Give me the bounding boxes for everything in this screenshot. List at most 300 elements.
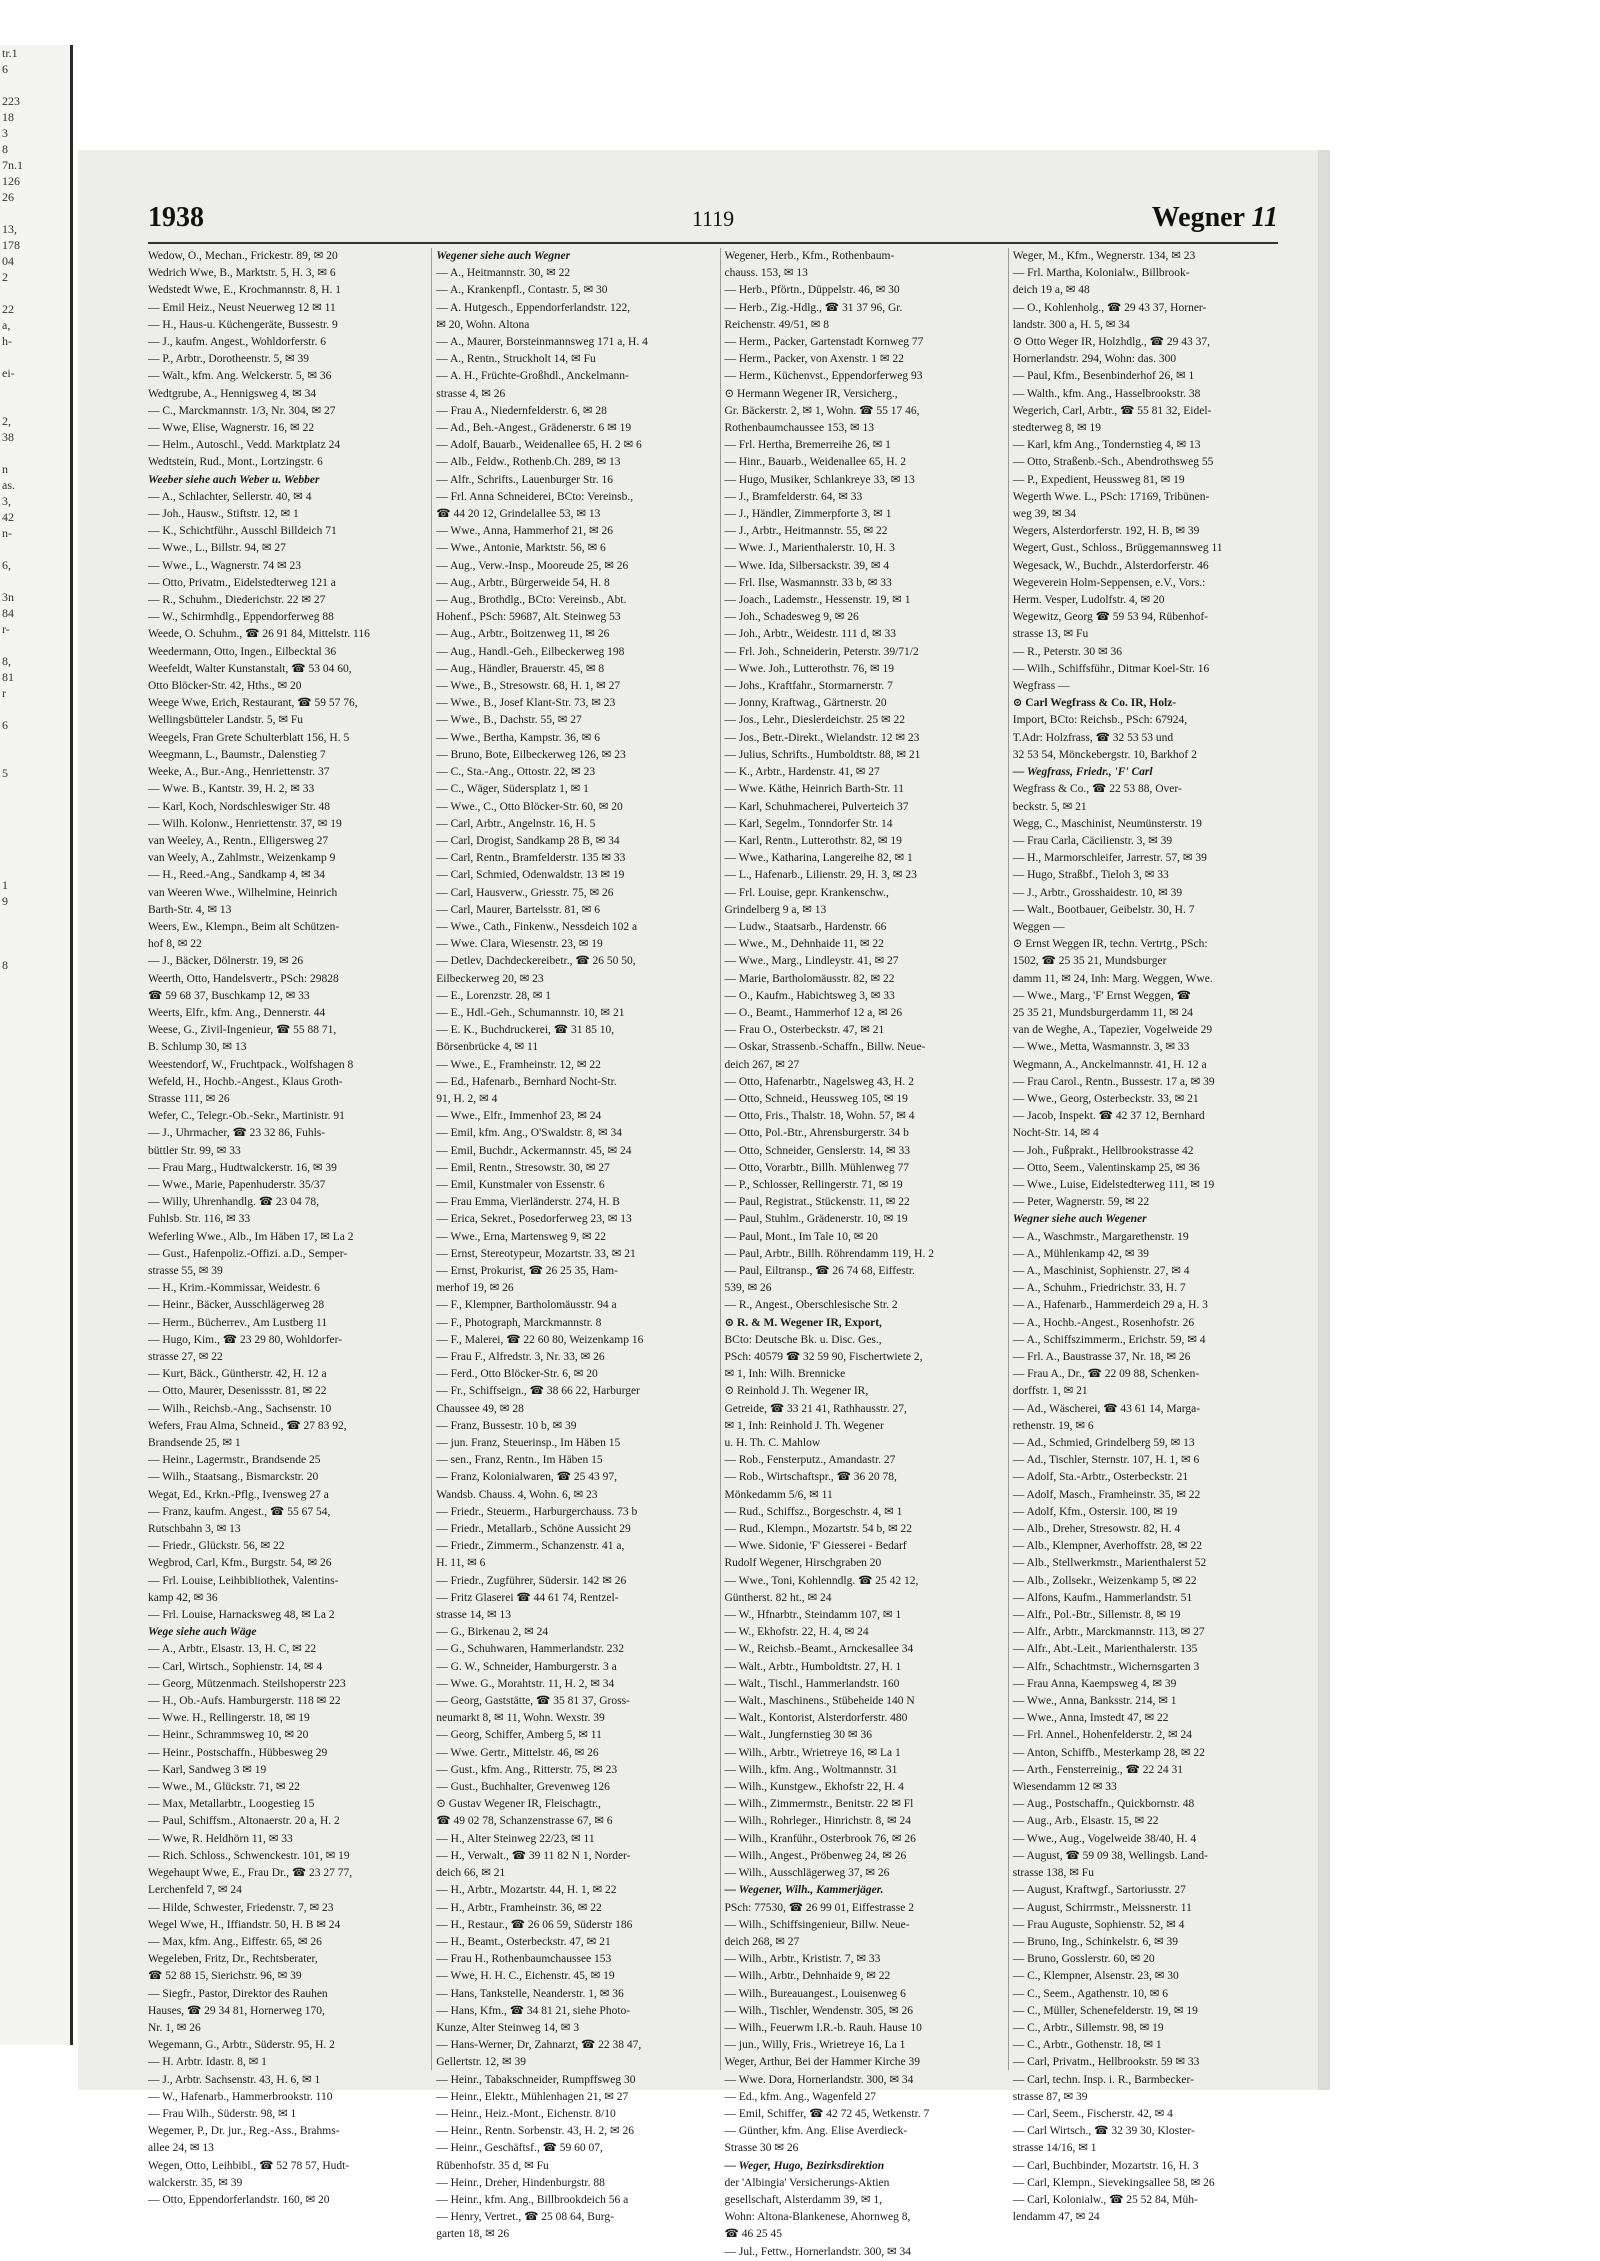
directory-entry: — Fr., Schiffseign., ☎ 38 66 22, Harburger <box>436 1385 640 1398</box>
directory-entry: garten 18, ✉ 26 <box>436 2228 510 2241</box>
previous-page-edge <box>0 45 73 2045</box>
prev-page-fragment: h- <box>2 334 12 348</box>
prev-page-fragment <box>0 1261 70 1277</box>
directory-entry: — Herm., Packer, von Axenstr. 1 ✉ 22 <box>724 353 904 366</box>
directory-entry: — Alfons, Kaufm., Hammerlandstr. 51 <box>1012 1591 1193 1604</box>
directory-entry: van Weely, A., Zahlmstr., Weizenkamp 9 <box>148 852 336 865</box>
directory-entry: — Frau F., Alfredstr. 3, Nr. 33, ✉ 26 <box>436 1351 605 1363</box>
prev-page-fragment: 3, <box>2 494 11 508</box>
prev-page-fragment <box>0 845 70 861</box>
directory-entry: — J., Bramfelderstr. 64, ✉ 33 <box>724 490 863 503</box>
directory-entry: walckerstr. 35, ✉ 39 <box>148 2176 243 2189</box>
directory-entry: — Wilh., Feuerwm I.R.-b. Rauh. Hause 10 <box>724 2021 922 2034</box>
directory-entry: — Walt., Kontorist, Alsterdorferstr. 480 <box>724 1712 908 1725</box>
prev-page-fragment <box>0 925 70 941</box>
prev-page-fragment: 04 <box>2 254 14 268</box>
directory-entry: — A., Arbtr., Elsastr. 13, H. C, ✉ 22 <box>148 1643 317 1656</box>
prev-page-fragment <box>0 1229 70 1245</box>
directory-entry: — Wilh., Ausschlägerweg 37, ✉ 26 <box>724 1867 890 1880</box>
directory-entry: — Otto, Privatm., Eidelstedterweg 121 a <box>148 576 336 589</box>
directory-entry: — G. W., Schneider, Hamburgerstr. 3 a <box>436 1660 617 1673</box>
prev-page-fragment: 126 <box>2 174 20 188</box>
directory-entry: — Ernst, Prokurist, ☎ 26 25 35, Ham- <box>436 1264 618 1277</box>
directory-entry: beckstr. 5, ✉ 21 <box>1012 800 1087 813</box>
directory-entry: — Wilh., Bureauangest., Louisenweg 6 <box>724 1987 906 2000</box>
directory-entry: Wegehaupt Wwe, E., Frau Dr., ☎ 23 27 77, <box>148 1867 353 1880</box>
directory-entry: — Georg, Mützenmach. Steilshoperstr 223 <box>148 1677 346 1690</box>
directory-entry: — Georg, Schiffer, Amberg 5, ✉ 11 <box>436 1729 602 1742</box>
directory-entry: Wiesendamm 12 ✉ 33 <box>1012 1781 1117 1794</box>
directory-entry: — Wilh. Kolonw., Henriettenstr. 37, ✉ 19 <box>148 817 342 830</box>
directory-entry: — Günther, kfm. Ang. Elise Averdieck- <box>724 2125 908 2138</box>
directory-entry: — Ed., Hafenarb., Bernhard Nocht-Str. <box>436 1075 617 1088</box>
directory-entry: Chaussee 49, ✉ 28 <box>436 1402 524 1415</box>
directory-entry: Lerchenfeld 7, ✉ 24 <box>148 1884 242 1897</box>
directory-entry: — Otto, Pol.-Btr., Ahrensburgerstr. 34 b <box>724 1127 909 1140</box>
directory-entry: Weeber siehe auch Weber u. Webber <box>148 473 320 486</box>
prev-page-fragment <box>0 541 70 557</box>
directory-entry: — Ad., Wäscherei, ☎ 43 61 14, Marga- <box>1012 1402 1201 1415</box>
page-head-word <box>1152 202 1278 234</box>
directory-entry: dorffstr. 1, ✉ 21 <box>1012 1385 1088 1398</box>
directory-entry: — Wwe., B., Josef Klant-Str. 73, ✉ 23 <box>436 697 616 710</box>
directory-entry: Wegener, Herb., Kfm., Rothenbaum- <box>724 250 895 262</box>
directory-entry: — Aug., Verw.-Insp., Mooreude 25, ✉ 26 <box>436 559 629 572</box>
directory-entry: — L., Hafenarb., Lilienstr. 29, H. 3, ✉ 23 <box>724 869 917 882</box>
directory-entry: — Max, kfm. Ang., Eiffestr. 65, ✉ 26 <box>148 1935 322 1948</box>
directory-entry: — Frau Anna, Kaempsweg 4, ✉ 39 <box>1012 1677 1177 1690</box>
prev-page-fragment: 223 <box>2 94 20 108</box>
directory-entry: — Wwe. H., Rellingerstr. 18, ✉ 19 <box>148 1712 310 1725</box>
directory-entry: — H., Beamt., Osterbeckstr. 47, ✉ 21 <box>436 1935 611 1948</box>
directory-entry: — Carl, Buchbinder, Mozartstr. 16, H. 3 <box>1012 2159 1199 2172</box>
directory-entry: Wegel Wwe, H., Iffiandstr. 50, H. B ✉ 24 <box>148 1918 341 1931</box>
directory-entry: — Heinr., kfm. Ang., Billbrookdeich 56 a <box>436 2193 629 2206</box>
directory-entry: — Wwe., C., Otto Blöcker-Str. 60, ✉ 20 <box>436 800 623 813</box>
directory-entry: — Wilh., Schiffsführ., Ditmar Koel-Str. 16 <box>1012 662 1210 675</box>
directory-entry: 25 35 21, Mundsburgerdamm 11, ✉ 24 <box>1012 1006 1193 1019</box>
directory-entry: — Wwe., Elfr., Immenhof 23, ✉ 24 <box>436 1110 602 1123</box>
prev-page-fragment <box>0 1213 70 1229</box>
directory-entry: — Hugo, Straßbf., Tieloh 3, ✉ 33 <box>1012 869 1169 882</box>
directory-entry: ⊙ Reinhold J. Th. Wegener IR, <box>724 1385 869 1398</box>
directory-entry: — C., Arbtr., Sillemstr. 98, ✉ 19 <box>1012 2021 1164 2034</box>
directory-entry: ✉ 1, Inh: Wilh. Brennicke <box>724 1368 846 1381</box>
directory-entry: — C., Klempner, Alsenstr. 23, ✉ 30 <box>1012 1970 1179 1983</box>
directory-entry: — Paul, Stuhlm., Grädenerstr. 10, ✉ 19 <box>724 1213 908 1226</box>
directory-entry: Reichenstr. 49/51, ✉ 8 <box>724 318 829 331</box>
directory-entry: — K., Schichtführ., Ausschl Billdeich 71 <box>148 525 337 538</box>
directory-entry: — Ferd., Otto Blöcker-Str. 6, ✉ 20 <box>436 1368 598 1381</box>
directory-entry: — Wilh., Arbtr., Dehnhaide 9, ✉ 22 <box>724 1970 891 1983</box>
directory-entry: — H., Alter Steinweg 22/23, ✉ 11 <box>436 1832 595 1845</box>
directory-entry: — Aug., Handl.-Geh., Eilbeckerweg 198 <box>436 645 625 658</box>
directory-entry: — Wwe., Aug., Vogelweide 38/40, H. 4 <box>1012 1832 1197 1845</box>
directory-entry: — Alb., Stellwerkmstr., Marienthalerst 52 <box>1012 1557 1207 1570</box>
directory-entry: Wohn: Altona-Blankenese, Ahornweg 8, <box>724 2211 911 2224</box>
directory-entry: — A., Hafenarb., Hammerdeich 29 a, H. 3 <box>1012 1299 1208 1312</box>
prev-page-fragment: 81 <box>2 670 14 684</box>
directory-entry: — A., Maurer, Borsteinmannsweg 171 a, H. 4 <box>436 336 648 349</box>
directory-entry: — Wwe., B., Stresowstr. 68, H. 1, ✉ 27 <box>436 680 621 693</box>
directory-entry: H. 11, ✉ 6 <box>436 1557 486 1570</box>
directory-entry: ⊙ Hermann Wegener IR, Versicherg., <box>724 387 898 400</box>
directory-entry: Strasse 111, ✉ 26 <box>148 1092 230 1105</box>
directory-entry: — Joh., Fußprakt., Hellbrookstrasse 42 <box>1012 1144 1194 1157</box>
directory-entry: Wefeld, H., Hochb.-Angest., Klaus Groth- <box>148 1075 343 1088</box>
directory-entry: — Wilh., Kunstgew., Ekhofstr 22, H. 4 <box>724 1781 904 1794</box>
directory-entry: — Carl, techn. Insp. i. R., Barmbecker- <box>1012 2073 1194 2086</box>
directory-entry: — C., Arbtr., Gothenstr. 18, ✉ 1 <box>1012 2039 1162 2052</box>
directory-entry: Wegener siehe auch Wegner <box>436 250 571 262</box>
directory-entry: — Franz, Bussestr. 10 b, ✉ 39 <box>436 1419 577 1432</box>
directory-entry: Weestendorf, W., Fruchtpack., Wolfshagen 8 <box>148 1058 354 1071</box>
directory-entry: — Rud., Klempn., Mozartstr. 54 b, ✉ 22 <box>724 1523 913 1536</box>
directory-entry: — Wwe., Toni, Kohlenndlg. ☎ 25 42 12, <box>724 1574 919 1587</box>
directory-entry: Wegfrass & Co., ☎ 22 53 88, Over- <box>1012 783 1182 796</box>
directory-entry: Weese, G., Zivil-Ingenieur, ☎ 55 88 71, <box>148 1024 337 1037</box>
directory-entry: B. Schlump 30, ✉ 13 <box>148 1041 247 1054</box>
directory-entry: — Wwe, H. H. C., Eichenstr. 45, ✉ 19 <box>436 1970 615 1983</box>
directory-entry: — Karl, Koch, Nordschleswiger Str. 48 <box>148 800 331 813</box>
prev-page-fragment: 5 <box>2 766 8 780</box>
prev-page-fragment <box>0 1069 70 1085</box>
prev-page-fragment: 26 <box>2 190 14 204</box>
prev-page-fragment <box>0 1389 70 1405</box>
directory-entry: — Carl, Hausverw., Griesstr. 75, ✉ 26 <box>436 886 614 899</box>
directory-entry: — A., Hochb.-Angest., Rosenhofstr. 26 <box>1012 1316 1195 1329</box>
directory-entry: — Paul, Mont., Im Tale 10, ✉ 20 <box>724 1230 878 1243</box>
directory-entry: — H., Arbtr., Mozartstr. 44, H. 1, ✉ 22 <box>436 1884 617 1897</box>
prev-page-fragment <box>0 1085 70 1101</box>
directory-entry: — Alb., Feldw., Rothenb.Ch. 289, ✉ 13 <box>436 456 621 469</box>
directory-entry: — Oskar, Strassenb.-Schaffn., Billw. Neue- <box>724 1041 926 1054</box>
directory-entry: — Frau A., Dr., ☎ 22 09 88, Schenken- <box>1012 1368 1200 1381</box>
directory-entry: — Heinr., Rentn. Sorbenstr. 43, H. 2, ✉ 26 <box>436 2125 635 2138</box>
directory-entry: — Joh., Arbtr., Weidestr. 111 d, ✉ 33 <box>724 628 897 641</box>
directory-entry: Wegg, C., Maschinist, Neumünsterstr. 19 <box>1012 817 1202 830</box>
directory-entry: — Wwe., Katharina, Langereihe 82, ✉ 1 <box>724 852 913 865</box>
directory-entry: — Paul, Registrat., Stückenstr. 11, ✉ 22 <box>724 1196 910 1209</box>
directory-entry: — Aug., Arb., Elsastr. 15, ✉ 22 <box>1012 1815 1159 1828</box>
directory-entry: T.Adr: Holzfrass, ☎ 32 53 53 und <box>1012 731 1174 744</box>
prev-page-fragment: ei- <box>2 366 15 380</box>
directory-entry: — G., Schuhwaren, Hammerlandstr. 232 <box>436 1643 625 1656</box>
directory-entry: — C., Sta.-Ang., Ottostr. 22, ✉ 23 <box>436 766 596 779</box>
directory-entry: Eilbeckerweg 20, ✉ 23 <box>436 972 544 985</box>
directory-entry: — Aug., Brothdlg., BCto: Vereinsb., Abt. <box>436 594 627 607</box>
directory-entry: — Johs., Kraftfahr., Stormarnerstr. 7 <box>724 680 893 693</box>
directory-entry: — C., Müller, Schenefelderstr. 19, ✉ 19 <box>1012 2004 1198 2017</box>
directory-entry: — A., Schlachter, Sellerstr. 40, ✉ 4 <box>148 490 312 503</box>
directory-entry: deich 19 a, ✉ 48 <box>1012 284 1090 297</box>
directory-entry: neumarkt 8, ✉ 11, Wohn. Wexstr. 39 <box>436 1712 605 1725</box>
directory-entry: — Alfr., Abt.-Leit., Marienthalerstr. 135 <box>1012 1643 1198 1656</box>
prev-page-fragment <box>0 205 70 221</box>
prev-page-fragment <box>0 381 70 397</box>
directory-entry: — Gust., Hafenpoliz.-Offizi. a.D., Semper- <box>148 1247 348 1260</box>
directory-entry: — Alb., Dreher, Stresowstr. 82, H. 4 <box>1012 1523 1181 1536</box>
directory-entry: — Rud., Schiffsz., Borgeschstr. 4, ✉ 1 <box>724 1505 903 1518</box>
directory-entry: — C., Wäger, Südersplatz 1, ✉ 1 <box>436 783 589 796</box>
header-rule <box>148 242 1278 244</box>
directory-entry: — C., Seem., Agathenstr. 10, ✉ 6 <box>1012 1987 1169 2000</box>
prev-page-fragment: 178 <box>2 238 20 252</box>
directory-entry: Strasse 30 ✉ 26 <box>724 2142 799 2155</box>
prev-page-fragment: 1 <box>2 878 8 892</box>
directory-entry: — Herb., Zig.-Hdlg., ☎ 31 37 96, Gr. <box>724 301 903 314</box>
directory-entry: — Heinr., Postschaffn., Hübbesweg 29 <box>148 1746 328 1759</box>
directory-entry: Otto Blöcker-Str. 42, Hths., ✉ 20 <box>148 680 302 693</box>
directory-entry: — Wwe. B., Kantstr. 39, H. 2, ✉ 33 <box>148 783 315 796</box>
directory-entry: — O., Kohlenholg., ☎ 29 43 37, Horner- <box>1012 301 1207 314</box>
prev-page-fragment <box>0 637 70 653</box>
prev-page-fragment: tr.1 <box>2 46 18 60</box>
directory-entry: — Wilh., kfm. Ang., Woltmannstr. 31 <box>724 1763 898 1776</box>
directory-entry: — F., Klempner, Bartholomäusstr. 94 a <box>436 1299 617 1312</box>
head-number: 11 <box>1251 202 1278 233</box>
prev-page-fragment: r- <box>2 622 10 636</box>
directory-entry: chauss. 153, ✉ 13 <box>724 267 808 280</box>
directory-entry: — Marie, Bartholomäusstr. 82, ✉ 22 <box>724 972 895 985</box>
prev-page-fragment <box>0 781 70 797</box>
directory-entry: Wedrich Wwe, B., Marktstr. 5, H. 3, ✉ 6 <box>148 267 336 280</box>
directory-entry: Güntherst. 82 ht., ✉ 24 <box>724 1591 832 1604</box>
directory-entry: — Wilh., Zimmermstr., Benitstr. 22 ✉ Fl <box>724 1798 914 1811</box>
directory-entry: ⊙ Otto Weger IR, Holzhdlg., ☎ 29 43 37, <box>1012 336 1210 349</box>
directory-entry: Wedow, O., Mechan., Frickestr. 89, ✉ 20 <box>148 250 338 262</box>
directory-entry: — August, Kraftwgf., Sartoriusstr. 27 <box>1012 1884 1186 1897</box>
directory-entry: — Walt., Arbtr., Humboldtstr. 27, H. 1 <box>724 1660 902 1673</box>
directory-entry: — Frl. Anna Schneiderei, BCto: Vereinsb., <box>436 490 634 503</box>
directory-entry: — J., Uhrmacher, ☎ 23 32 86, Fuhls- <box>148 1127 326 1140</box>
prev-page-fragment <box>0 749 70 765</box>
directory-entry: — jun., Willy, Fris., Wrietreye 16, La 1 <box>724 2039 906 2052</box>
directory-entry: — Otto, Straßenb.-Sch., Abendrothsweg 55 <box>1012 456 1214 469</box>
directory-entry: — Heinr., Geschäftsf., ☎ 59 60 07, <box>436 2142 603 2155</box>
directory-entry: — Carl Wirtsch., ☎ 32 39 30, Kloster- <box>1012 2125 1195 2138</box>
prev-page-fragment: 3 <box>2 126 8 140</box>
directory-entry: — Wwe. Dora, Hornerlandstr. 300, ✉ 34 <box>724 2073 914 2086</box>
directory-entry: — Wwe. G., Morahtstr. 11, H. 2, ✉ 34 <box>436 1677 615 1690</box>
directory-entry: — Hans-Werner, Dr, Zahnarzt, ☎ 22 38 47, <box>436 2039 642 2052</box>
prev-page-fragment: n <box>2 462 8 476</box>
directory-entry: — Emil, Schiffer, ☎ 42 72 45, Wetkenstr. 7 <box>724 2107 930 2120</box>
directory-entry: van Weeley, A., Rentn., Elligersweg 27 <box>148 834 329 847</box>
directory-entry: — J., Händler, Zimmerpforte 3, ✉ 1 <box>724 508 892 521</box>
directory-entry: strasse 13, ✉ Fu <box>1012 628 1089 641</box>
directory-entry: — Wilh., Tischler, Wendenstr. 305, ✉ 26 <box>724 2004 913 2017</box>
directory-entry: Weefeldt, Walter Kunstanstalt, ☎ 53 04 60, <box>148 662 352 675</box>
prev-page-fragment <box>0 1437 70 1453</box>
directory-entry: — Wwe., B., Dachstr. 55, ✉ 27 <box>436 714 582 727</box>
directory-entry: — H., Ob.-Aufs. Hamburgerstr. 118 ✉ 22 <box>148 1695 341 1708</box>
prev-page-fragment <box>0 1117 70 1133</box>
directory-entry: — Wwe., Anna, Hammerhof 21, ✉ 26 <box>436 525 614 538</box>
directory-entry: — A. Hutgesch., Eppendorferlandstr. 122, <box>436 301 631 314</box>
directory-entry: Weegmann, L., Baumstr., Dalenstieg 7 <box>148 748 326 761</box>
prev-page-fragment: 6, <box>2 558 11 572</box>
prev-page-fragment: 13, <box>2 222 17 236</box>
page-number: 1119 <box>691 206 735 231</box>
directory-entry: strasse 55, ✉ 39 <box>148 1264 223 1277</box>
directory-entry: — Joach., Lademstr., Hessenstr. 19, ✉ 1 <box>724 594 911 607</box>
prev-page-fragment <box>0 1421 70 1437</box>
directory-entry: — Otto, Vorarbtr., Billh. Mühlenweg 77 <box>724 1161 910 1174</box>
directory-entry: Weger, Arthur, Bei der Hammer Kirche 39 <box>724 2056 920 2069</box>
directory-entry: — Carl, Arbtr., Angelnstr. 16, H. 5 <box>436 817 596 830</box>
directory-entry: Wefer, C., Telegr.-Ob.-Sekr., Martinistr. 91 <box>148 1110 345 1123</box>
directory-entry: — A., Rentn., Struckholt 14, ✉ Fu <box>436 353 596 366</box>
directory-entry: — Carl, Privatm., Hellbrookstr. 59 ✉ 33 <box>1012 2056 1200 2069</box>
prev-page-fragment <box>0 1453 70 1469</box>
directory-entry: büttler Str. 99, ✉ 33 <box>148 1144 241 1157</box>
directory-entry: ✉ 20, Wohn. Altona <box>436 318 530 331</box>
directory-entry: — H., Verwalt., ☎ 39 11 82 N 1, Norder- <box>436 1849 631 1862</box>
directory-entry: strasse 87, ✉ 39 <box>1012 2090 1088 2103</box>
directory-entry: — Wilh., Arbtr., Krististr. 7, ✉ 33 <box>724 1953 881 1966</box>
directory-entry: — R., Angest., Oberschlesische Str. 2 <box>724 1299 898 1312</box>
directory-entry: — H., Marmorschleifer, Jarrestr. 57, ✉ 39 <box>1012 852 1207 865</box>
directory-entry: Mönkedamm 5/6, ✉ 11 <box>724 1488 833 1501</box>
directory-entry: — A., Waschmstr., Margarethenstr. 19 <box>1012 1230 1189 1243</box>
directory-entry: — Otto, Schneid., Heussweg 105, ✉ 19 <box>724 1092 908 1105</box>
directory-entry: Weegels, Fran Grete Schulterblatt 156, H. 5 <box>148 731 350 744</box>
directory-entry: — Paul, Eiltransp., ☎ 26 74 68, Eiffestr. <box>724 1264 915 1277</box>
directory-entry: Wegerth Wwe. L., PSch: 17169, Tribünen- <box>1012 490 1210 503</box>
directory-entry: Fuhlsb. Str. 116, ✉ 33 <box>148 1213 251 1226</box>
directory-entry: — Frau Emma, Vierländerstr. 274, H. B <box>436 1196 620 1209</box>
directory-entry: — A., Schiffszimmerm., Erichstr. 59, ✉ 4 <box>1012 1333 1206 1346</box>
directory-entry: — Wwe., Bertha, Kampstr. 36, ✉ 6 <box>436 731 600 744</box>
directory-entry: der 'Albingia' Versicherungs-Aktien <box>724 2176 890 2189</box>
directory-entry: Wegner siehe auch Wegener <box>1012 1213 1147 1226</box>
directory-entry: — J., Bäcker, Dölnerstr. 19, ✉ 26 <box>148 955 304 968</box>
directory-entry: — Carl, Kolonialw., ☎ 25 52 84, Müh- <box>1012 2193 1198 2206</box>
directory-entry: — Weger, Hugo, Bezirksdirektion <box>724 2159 885 2172</box>
prev-page-fragment: 18 <box>2 110 14 124</box>
directory-entry: — Wilh., Angest., Pröbenweg 24, ✉ 26 <box>724 1849 907 1862</box>
directory-entry: ☎ 52 88 15, Sierichstr. 96, ✉ 39 <box>148 1970 302 1983</box>
directory-entry: — Wwe. Käthe, Heinrich Barth-Str. 11 <box>724 783 904 796</box>
prev-page-fragment <box>0 77 70 93</box>
directory-entry: — Rich. Schloss., Schwenckestr. 101, ✉ 19 <box>148 1849 350 1862</box>
directory-entry: — R., Peterstr. 30 ✉ 36 <box>1012 645 1123 658</box>
prev-page-fragment <box>0 797 70 813</box>
prev-page-fragment <box>0 1373 70 1389</box>
directory-entry: — Alfr., Schrifts., Lauenburger Str. 16 <box>436 473 613 486</box>
directory-entry: — Ad., Schmied, Grindelberg 59, ✉ 13 <box>1012 1437 1195 1450</box>
prev-page-fragment: 8 <box>2 958 8 972</box>
directory-entry: landstr. 300 a, H. 5, ✉ 34 <box>1012 318 1130 331</box>
directory-entry: Wegemann, G., Arbtr., Süderstr. 95, H. 2 <box>148 2039 335 2052</box>
directory-entry: ⊙ Carl Wegfrass & Co. IR, Holz- <box>1012 697 1177 710</box>
directory-entry: — Wwe., M., Dehnhaide 11, ✉ 22 <box>724 938 884 951</box>
directory-entry: deich 66, ✉ 21 <box>436 1867 506 1880</box>
directory-entry: — Karl, Schuhmacherei, Pulverteich 37 <box>724 800 909 813</box>
directory-entry: — Alfr., Arbtr., Marckmannstr. 113, ✉ 27 <box>1012 1626 1205 1639</box>
directory-entry: damm 11, ✉ 24, Inh: Marg. Weggen, Wwe. <box>1012 972 1213 985</box>
directory-entry: ⊙ Gustav Wegener IR, Fleischagtr., <box>436 1798 601 1811</box>
directory-entry: — P., Arbtr., Dorotheenstr. 5, ✉ 39 <box>148 353 310 366</box>
directory-entry: Gr. Bäckerstr. 2, ✉ 1, Wohn. ☎ 55 17 46, <box>724 404 920 417</box>
directory-entry: — Friedr., Zimmerm., Schanzenstr. 41 a, <box>436 1540 625 1553</box>
directory-entry: — Franz, Kolonialwaren, ☎ 25 43 97, <box>436 1471 617 1484</box>
prev-page-fragment: 2 <box>2 270 8 284</box>
directory-entry: — Peter, Wagnerstr. 59, ✉ 22 <box>1012 1196 1150 1209</box>
directory-entry: Wegewitz, Georg ☎ 59 53 94, Rübenhof- <box>1012 611 1208 624</box>
directory-entry: — August, ☎ 59 09 38, Wellingsb. Land- <box>1012 1849 1209 1862</box>
directory-entry: — Emil, Rentn., Stresowstr. 30, ✉ 27 <box>436 1161 610 1174</box>
prev-page-fragment <box>0 1405 70 1421</box>
directory-entry: — Helm., Autoschl., Vedd. Marktplatz 24 <box>148 439 341 452</box>
directory-entry: — H., Restaur., ☎ 26 06 59, Süderstr 186 <box>436 1918 633 1931</box>
directory-entry: — Bruno, Ing., Schinkelstr. 6, ✉ 39 <box>1012 1935 1178 1948</box>
directory-entry: — August, Schirrmstr., Meissnerstr. 11 <box>1012 1901 1192 1914</box>
directory-entry: — Rob., Wirtschaftspr., ☎ 36 20 78, <box>724 1471 897 1484</box>
directory-entry: — Paul, Arbtr., Billh. Röhrendamm 119, H. 2 <box>724 1247 934 1260</box>
directory-entry: — Wwe., Erna, Martensweg 9, ✉ 22 <box>436 1230 606 1243</box>
directory-entry: — Friedr., Steuerm., Harburgerchauss. 73 b <box>436 1505 638 1518</box>
directory-entry: — Wegener, Wilh., Kammerjäger. <box>724 1884 884 1897</box>
directory-entry: ☎ 59 68 37, Buschkamp 12, ✉ 33 <box>148 989 310 1002</box>
directory-entry: Weferling Wwe., Alb., Im Häben 17, ✉ La 2 <box>148 1230 354 1243</box>
prev-page-fragment <box>0 733 70 749</box>
directory-entry: — Hugo, Musiker, Schlankreye 33, ✉ 13 <box>724 473 915 486</box>
page-header <box>148 202 1278 238</box>
directory-entry: — Heinr., Heiz.-Mont., Eichenstr. 8/10 <box>436 2107 616 2120</box>
directory-entry: — Herm., Bücherrev., Am Lustberg 11 <box>148 1316 328 1329</box>
directory-entry: — A. H., Früchte-Großhdl., Anckelmann- <box>436 370 629 383</box>
prev-page-fragment <box>0 445 70 461</box>
directory-entry: — Carl, Klempn., Sievekingsallee 58, ✉ 26 <box>1012 2176 1215 2189</box>
directory-entry: strasse 4, ✉ 26 <box>436 387 506 400</box>
scan-edge <box>1318 150 1330 2090</box>
directory-entry: strasse 138, ✉ Fu <box>1012 1867 1094 1880</box>
directory-entry: Gellertstr. 12, ✉ 39 <box>436 2056 527 2069</box>
directory-entry: — Wwe., E., Framheinstr. 12, ✉ 22 <box>436 1058 601 1071</box>
prev-page-fragment <box>0 861 70 877</box>
directory-entry: — Karl, kfm Ang., Tondernstieg 4, ✉ 13 <box>1012 439 1201 452</box>
directory-entry: — Carl, Drogist, Sandkamp 28 B, ✉ 34 <box>436 834 620 847</box>
directory-entry: — Wwe. Ida, Silbersackstr. 39, ✉ 4 <box>724 559 890 572</box>
directory-entry: weg 39, ✉ 34 <box>1012 508 1077 521</box>
directory-entry: Wegat, Ed., Krkn.-Pflg., Ivensweg 27 a <box>148 1488 329 1501</box>
directory-entry: — Wwe., Anna, Banksstr. 214, ✉ 1 <box>1012 1695 1177 1708</box>
directory-entry: — Heinr., Schrammsweg 10, ✉ 20 <box>148 1729 309 1742</box>
directory-entry: — Hugo, Kim., ☎ 23 29 80, Wohldorfer- <box>148 1333 343 1346</box>
directory-entry: — Ernst, Stereotypeur, Mozartstr. 33, ✉ 21 <box>436 1247 636 1260</box>
directory-entry: Weede, O. Schuhm., ☎ 26 91 84, Mittelstr. 116 <box>148 628 370 641</box>
directory-entry: — J., Arbtr., Heitmannstr. 55, ✉ 22 <box>724 525 888 538</box>
column-4 <box>1008 248 1288 2224</box>
directory-entry: deich 267, ✉ 27 <box>724 1058 800 1071</box>
directory-entry: — W., Ekhofstr. 22, H. 4, ✉ 24 <box>724 1626 869 1639</box>
directory-entry: hof 8, ✉ 22 <box>148 938 202 951</box>
directory-entry: — Herm., Packer, Gartenstadt Kornweg 77 <box>724 336 924 349</box>
directory-entry: — Frl. A., Baustrasse 37, Nr. 18, ✉ 26 <box>1012 1351 1191 1363</box>
directory-entry: — W., Hfnarbtr., Steindamm 107, ✉ 1 <box>724 1609 902 1622</box>
directory-entry: rethenstr. 19, ✉ 6 <box>1012 1419 1094 1432</box>
directory-entry: — Emil, Buchdr., Ackermannstr. 45, ✉ 24 <box>436 1144 632 1157</box>
directory-entry: — Wilh., Staatsang., Bismarckstr. 20 <box>148 1471 319 1484</box>
directory-entry: — Jos., Betr.-Direkt., Wielandstr. 12 ✉ 23 <box>724 731 920 744</box>
directory-entry: Wegesack, W., Buchdr., Alsterdorferstr. 46 <box>1012 559 1209 572</box>
prev-page-fragment <box>0 1005 70 1021</box>
directory-entry: Rutschbahn 3, ✉ 13 <box>148 1523 241 1536</box>
page-year: 1938 <box>148 202 204 233</box>
prev-page-fragment <box>0 1165 70 1181</box>
